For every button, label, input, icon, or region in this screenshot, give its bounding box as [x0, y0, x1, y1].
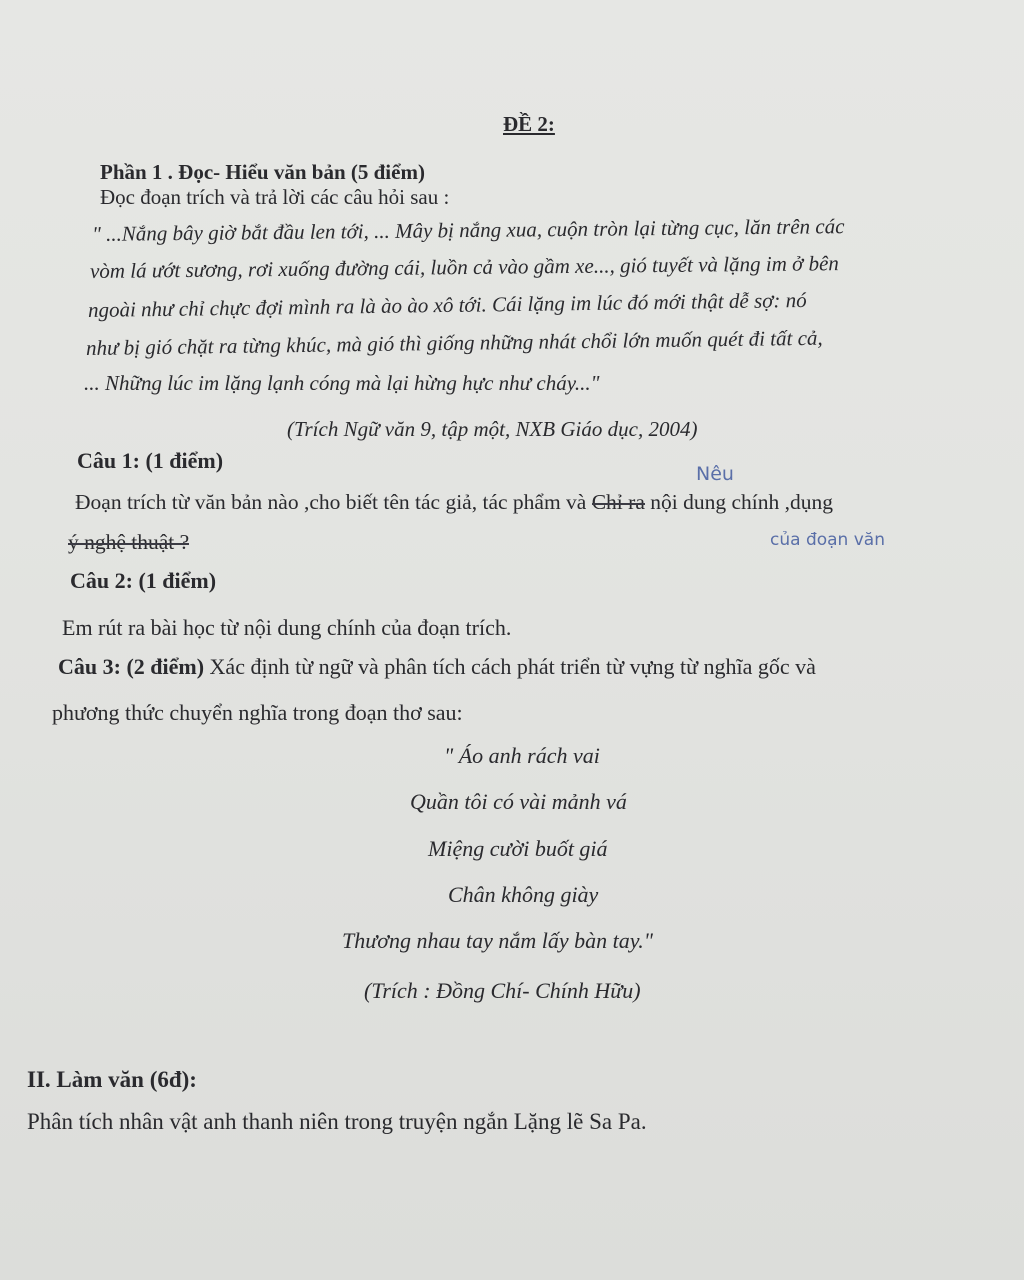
- part2-text: Phân tích nhân vật anh thanh niên trong truyện ngắn Lặng lẽ Sa Pa.: [27, 1109, 647, 1134]
- q1-text-a: Đoạn trích từ văn bản nào ,cho biết tên tác giả, tác phẩm và: [75, 490, 592, 514]
- excerpt-line-1: " ...Nắng bây giờ bắt đầu len tới, ... Mây bị nắng xua, cuộn tròn lại từng cục, lăn trên các: [91, 214, 845, 246]
- q2-label: Câu 2: (1 điểm): [70, 568, 217, 593]
- q1-text-c: [68, 530, 189, 556]
- poem-line-5: Thương nhau tay nắm lấy bàn tay.": [342, 928, 654, 953]
- poem-line-1: " Áo anh rách vai: [444, 743, 600, 768]
- excerpt-line-4: như bị gió chặt ra từng khúc, mà gió thì giống những nhát chổi lớn muốn quét đi tất cả,: [85, 325, 823, 360]
- q2-text: Em rút ra bài học từ nội dung chính của đoạn trích.: [62, 615, 512, 640]
- q3-label: Câu 3: (2 điểm): [58, 654, 205, 679]
- q1-text-b: nội dung chính ,dụng: [644, 490, 833, 514]
- q3-text-a: Xác định từ ngữ và phân tích cách phát triển từ vựng từ nghĩa gốc và: [204, 654, 816, 679]
- handwritten-note-2: của đoạn văn: [770, 530, 885, 550]
- part1-instruction: Đọc đoạn trích và trả lời các câu hỏi sau :: [100, 185, 450, 209]
- poem-line-4: Chân không giày: [448, 882, 599, 907]
- q3-text: [58, 654, 816, 680]
- excerpt-line-2: vòm lá ướt sương, rơi xuống đường cái, luồn cả vào gầm xe..., gió tuyết và lặng im ở bên: [89, 251, 839, 283]
- poem-source: (Trích : Đồng Chí- Chính Hữu): [364, 978, 641, 1003]
- excerpt-line-3: ngoài như chỉ chực đợi mình ra là ào ào xô tới. Cái lặng im lúc đó mới thật dễ sợ: nó: [87, 287, 807, 322]
- q1-label: Câu 1: (1 điểm): [77, 448, 224, 473]
- exam-title: ĐỀ 2:: [503, 112, 555, 136]
- excerpt-source: (Trích Ngữ văn 9, tập một, NXB Giáo dục, 2004): [287, 417, 698, 441]
- handwritten-note-1: Nêu: [696, 463, 734, 485]
- q1-struck-text: Chỉ ra: [591, 490, 645, 514]
- poem-line-2: Quần tôi có vài mảnh vá: [410, 789, 627, 814]
- part2-heading: II. Làm văn (6đ):: [27, 1067, 197, 1092]
- excerpt-line-5: ... Những lúc im lặng lạnh cóng mà lại hừng hực như cháy...": [84, 371, 600, 395]
- q3-text-b: phương thức chuyển nghĩa trong đoạn thơ sau:: [52, 700, 463, 725]
- part1-heading: Phần 1 . Đọc- Hiểu văn bản (5 điểm): [100, 160, 425, 184]
- q1-text: [75, 490, 833, 516]
- poem-line-3: Miệng cười buốt giá: [428, 836, 608, 861]
- q1-text-c-span: ý nghệ thuật ?: [68, 530, 190, 554]
